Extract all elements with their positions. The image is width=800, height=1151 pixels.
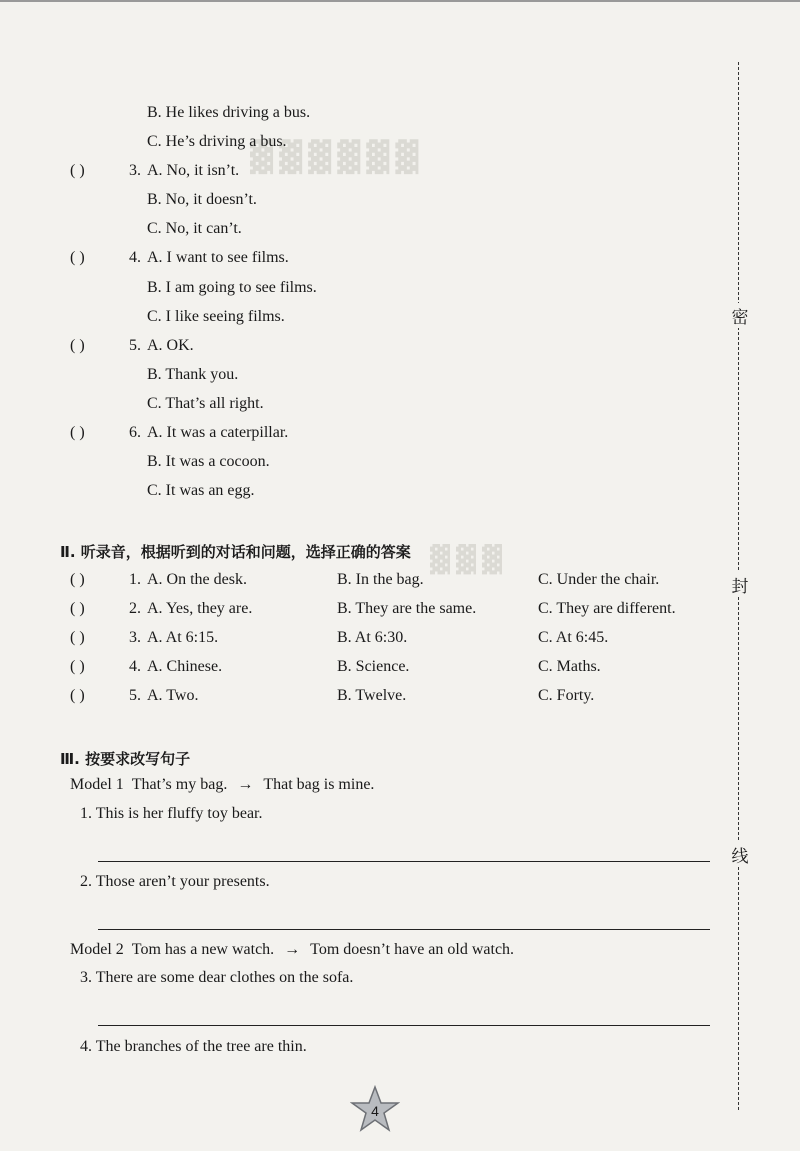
section2-heading: Ⅱ. 听录音，根据听到的对话和问题，选择正确的答案 <box>60 543 411 561</box>
model1-label: Model 1 <box>70 776 124 793</box>
s1-item2-option-b: B. He likes driving a bus. <box>147 104 311 121</box>
answer-line-1[interactable] <box>98 861 710 862</box>
s1-item6-option-a: A. It was a caterpillar. <box>147 424 289 441</box>
right-arrow-icon: → <box>237 776 254 793</box>
s3-question-3: 3. There are some dear clothes on the sofa. <box>80 969 354 986</box>
s2-q1-option-a: A. On the desk. <box>147 571 247 588</box>
s2-q2-option-a: A. Yes, they are. <box>147 600 253 617</box>
s2-q5-option-c: C. Forty. <box>538 687 595 704</box>
model2-to: Tom doesn’t have an old watch. <box>310 941 515 958</box>
s1-item5-option-b: B. Thank you. <box>147 366 239 383</box>
seal-mark-xian: 线 <box>729 842 751 867</box>
s1-item5-option-a: A. OK. <box>147 337 194 354</box>
answer-paren[interactable]: ( ) <box>70 629 85 646</box>
s1-item6-option-b: B. It was a cocoon. <box>147 453 270 470</box>
s1-item3-option-b: B. No, it doesn’t. <box>147 191 257 208</box>
answer-paren[interactable]: ( ) <box>70 571 85 588</box>
s1-item3-option-c: C. No, it can’t. <box>147 220 242 237</box>
s2-q3-option-a: A. At 6:15. <box>147 629 219 646</box>
answer-line-2[interactable] <box>98 929 710 930</box>
s2-q2-option-b: B. They are the same. <box>337 600 477 617</box>
s2-q4-option-c: C. Maths. <box>538 658 601 675</box>
top-border <box>0 0 800 2</box>
s2-q5-number: 5. <box>129 687 141 704</box>
s2-q1-number: 1. <box>129 571 141 588</box>
s1-item4-option-a: A. I want to see films. <box>147 249 289 266</box>
s2-q3-option-b: B. At 6:30. <box>337 629 408 646</box>
page-number-badge <box>350 1085 400 1135</box>
s3-question-1: 1. This is her fluffy toy bear. <box>80 805 263 822</box>
s1-item5-number: 5. <box>129 337 141 354</box>
model1-from: That’s my bag. <box>131 776 228 793</box>
answer-paren[interactable]: ( ) <box>70 687 85 704</box>
answer-paren[interactable]: ( ) <box>70 658 85 675</box>
s1-item3-number: 3. <box>129 162 141 179</box>
page-number: 4 <box>371 1103 379 1119</box>
s1-item2-option-c: C. He’s driving a bus. <box>147 133 287 150</box>
s2-q5-option-b: B. Twelve. <box>337 687 407 704</box>
bleed-through-title: ▓▓▓▓▓▓ <box>250 140 425 175</box>
s1-item4-option-b: B. I am going to see films. <box>147 279 317 296</box>
star-icon <box>350 1085 400 1135</box>
s1-item6-number: 6. <box>129 424 141 441</box>
s2-q2-option-c: C. They are different. <box>538 600 676 617</box>
answer-paren[interactable]: ( ) <box>70 600 85 617</box>
s1-item3-option-a: A. No, it isn’t. <box>147 162 240 179</box>
model2-from: Tom has a new watch. <box>131 941 275 958</box>
seal-mark-mi: 密 <box>729 303 751 328</box>
s2-q4-option-a: A. Chinese. <box>147 658 223 675</box>
answer-paren[interactable]: ( ) <box>70 337 85 354</box>
section3-heading: Ⅲ. 按要求改写句子 <box>60 750 191 768</box>
s3-question-2: 2. Those aren’t your presents. <box>80 873 270 890</box>
model2-row <box>70 941 514 959</box>
answer-paren[interactable]: ( ) <box>70 249 85 266</box>
s2-q4-option-b: B. Science. <box>337 658 410 675</box>
s2-q5-option-a: A. Two. <box>147 687 199 704</box>
s1-item4-option-c: C. I like seeing films. <box>147 308 285 325</box>
s2-q1-option-b: B. In the bag. <box>337 571 424 588</box>
s1-item6-option-c: C. It was an egg. <box>147 482 255 499</box>
s2-q3-option-c: C. At 6:45. <box>538 629 609 646</box>
model1-to: That bag is mine. <box>263 776 375 793</box>
s2-q4-number: 4. <box>129 658 141 675</box>
right-arrow-icon: → <box>284 941 301 958</box>
s3-question-4: 4. The branches of the tree are thin. <box>80 1038 307 1055</box>
answer-line-3[interactable] <box>98 1025 710 1026</box>
s2-q1-option-c: C. Under the chair. <box>538 571 660 588</box>
s1-item5-option-c: C. That’s all right. <box>147 395 264 412</box>
s2-q2-number: 2. <box>129 600 141 617</box>
model1-row <box>70 776 374 794</box>
answer-paren[interactable]: ( ) <box>70 162 85 179</box>
model2-label: Model 2 <box>70 941 124 958</box>
s2-q3-number: 3. <box>129 629 141 646</box>
bleed-through-heading: ▓▓▓ <box>430 545 508 575</box>
seal-mark-feng: 封 <box>729 572 751 597</box>
s1-item4-number: 4. <box>129 249 141 266</box>
answer-paren[interactable]: ( ) <box>70 424 85 441</box>
